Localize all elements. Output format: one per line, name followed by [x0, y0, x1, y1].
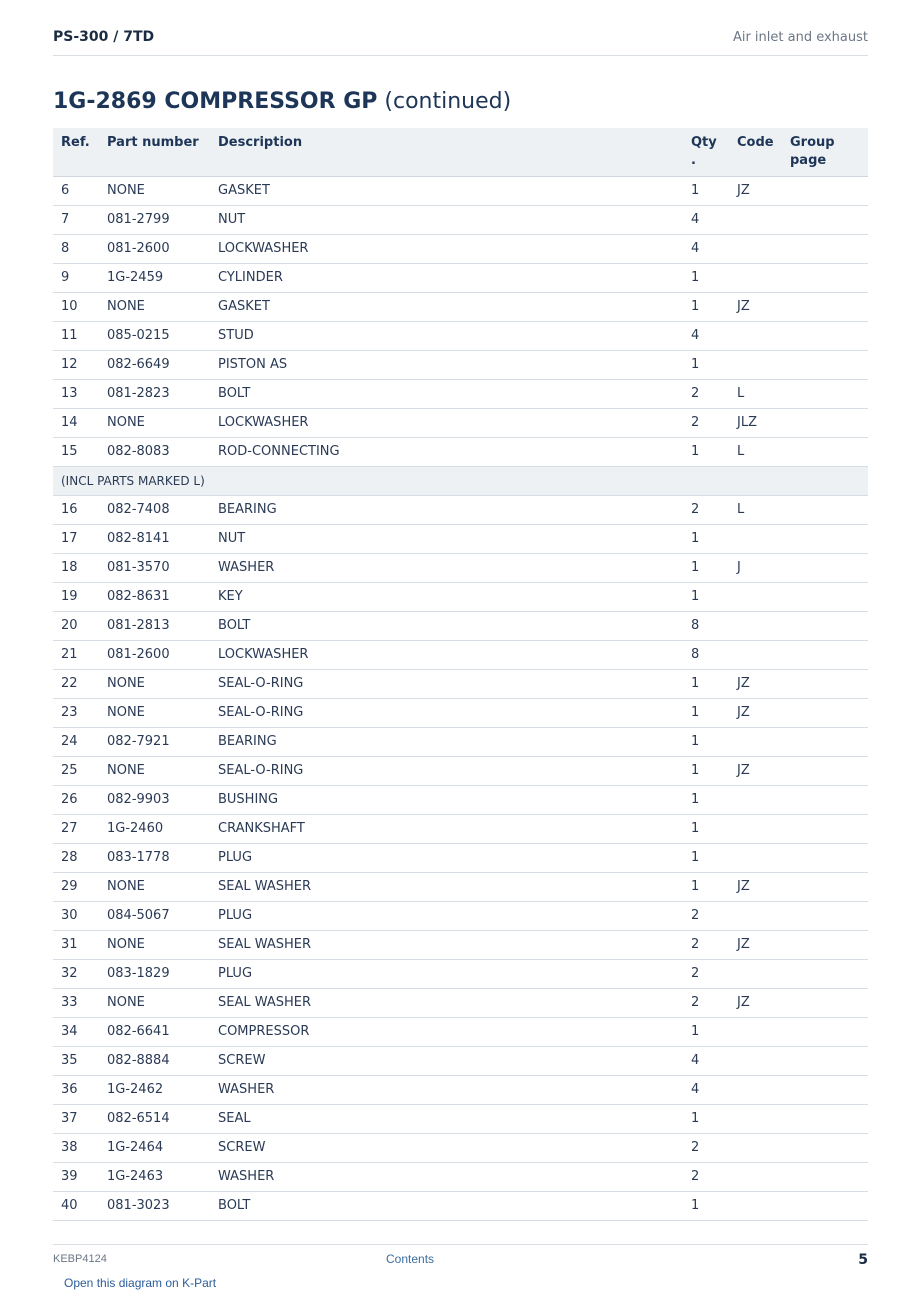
row-code	[729, 785, 782, 814]
row-code: L	[729, 437, 782, 466]
row-part-number: 082-8631	[99, 582, 210, 611]
row-qty: 1	[683, 524, 729, 553]
row-group-page	[782, 495, 868, 524]
row-qty: 4	[683, 234, 729, 263]
row-ref: 24	[53, 727, 99, 756]
row-code	[729, 843, 782, 872]
row-qty: 1	[683, 263, 729, 292]
row-part-number: 084-5067	[99, 901, 210, 930]
col-group-page	[782, 128, 868, 176]
row-ref: 13	[53, 379, 99, 408]
table-note: (INCL PARTS MARKED L)	[53, 466, 868, 495]
row-part-number: 082-6641	[99, 1017, 210, 1046]
row-group-page	[782, 1104, 868, 1133]
row-qty: 1	[683, 553, 729, 582]
row-description: CRANKSHAFT	[210, 814, 683, 843]
row-qty: 2	[683, 988, 729, 1017]
row-qty: 1	[683, 814, 729, 843]
row-group-page	[782, 234, 868, 263]
row-part-number: 1G-2460	[99, 814, 210, 843]
row-group-page	[782, 727, 868, 756]
row-group-page	[782, 930, 868, 959]
col-part-number: Part number	[99, 128, 210, 176]
row-code	[729, 1104, 782, 1133]
table-row	[53, 1046, 868, 1075]
row-ref: 30	[53, 901, 99, 930]
row-ref: 8	[53, 234, 99, 263]
row-qty: 1	[683, 698, 729, 727]
row-description: BEARING	[210, 495, 683, 524]
row-code: JZ	[729, 698, 782, 727]
row-part-number: 082-7921	[99, 727, 210, 756]
row-qty: 1	[683, 582, 729, 611]
table-row	[53, 408, 868, 437]
table-row	[53, 669, 868, 698]
parts-table	[53, 128, 868, 1221]
table-row	[53, 437, 868, 466]
table-row	[53, 1075, 868, 1104]
footer-divider	[53, 1244, 868, 1245]
row-qty: 1	[683, 872, 729, 901]
open-diagram-link[interactable]: Open this diagram on K-Part	[64, 1276, 217, 1290]
row-description: COMPRESSOR	[210, 1017, 683, 1046]
row-ref: 35	[53, 1046, 99, 1075]
row-part-number: 082-9903	[99, 785, 210, 814]
row-part-number: 082-8884	[99, 1046, 210, 1075]
row-qty: 2	[683, 408, 729, 437]
row-group-page	[782, 350, 868, 379]
row-description: LOCKWASHER	[210, 408, 683, 437]
row-qty: 4	[683, 321, 729, 350]
row-group-page	[782, 437, 868, 466]
table-row	[53, 872, 868, 901]
table-row	[53, 1162, 868, 1191]
row-code	[729, 263, 782, 292]
row-part-number: NONE	[99, 292, 210, 321]
row-part-number: 082-6649	[99, 350, 210, 379]
row-part-number: NONE	[99, 872, 210, 901]
row-code: JLZ	[729, 408, 782, 437]
row-code	[729, 1162, 782, 1191]
row-qty: 2	[683, 379, 729, 408]
row-qty: 4	[683, 1046, 729, 1075]
row-code	[729, 727, 782, 756]
row-code	[729, 1133, 782, 1162]
row-group-page	[782, 1017, 868, 1046]
model-breadcrumb: PS-300 / 7TD	[53, 29, 155, 45]
row-description: CYLINDER	[210, 263, 683, 292]
row-group-page	[782, 756, 868, 785]
table-row	[53, 901, 868, 930]
row-ref: 36	[53, 1075, 99, 1104]
row-part-number: NONE	[99, 930, 210, 959]
row-ref: 25	[53, 756, 99, 785]
table-row	[53, 1191, 868, 1220]
row-ref: 23	[53, 698, 99, 727]
table-row	[53, 640, 868, 669]
row-part-number: 081-3570	[99, 553, 210, 582]
row-description: WASHER	[210, 1075, 683, 1104]
col-code: Code	[729, 128, 782, 176]
row-group-page	[782, 1075, 868, 1104]
row-ref: 21	[53, 640, 99, 669]
row-group-page	[782, 640, 868, 669]
table-row	[53, 1133, 868, 1162]
row-group-page	[782, 263, 868, 292]
row-ref: 29	[53, 872, 99, 901]
row-part-number: 083-1778	[99, 843, 210, 872]
row-ref: 10	[53, 292, 99, 321]
row-group-page	[782, 611, 868, 640]
row-qty: 1	[683, 1104, 729, 1133]
row-part-number: 081-2813	[99, 611, 210, 640]
row-ref: 12	[53, 350, 99, 379]
row-group-page	[782, 698, 868, 727]
row-qty: 1	[683, 1017, 729, 1046]
col-qty	[683, 128, 729, 176]
row-ref: 17	[53, 524, 99, 553]
row-code	[729, 524, 782, 553]
row-description: ROD-CONNECTING	[210, 437, 683, 466]
row-description: BOLT	[210, 611, 683, 640]
row-description: PLUG	[210, 843, 683, 872]
table-row	[53, 1104, 868, 1133]
table-row	[53, 930, 868, 959]
row-part-number: 082-6514	[99, 1104, 210, 1133]
row-ref: 22	[53, 669, 99, 698]
row-description: NUT	[210, 205, 683, 234]
row-code: JZ	[729, 872, 782, 901]
table-row	[53, 350, 868, 379]
table-row	[53, 234, 868, 263]
row-part-number: 081-2823	[99, 379, 210, 408]
table-row	[53, 988, 868, 1017]
row-ref: 9	[53, 263, 99, 292]
row-ref: 7	[53, 205, 99, 234]
row-part-number: NONE	[99, 669, 210, 698]
page-number: 5	[858, 1252, 868, 1268]
row-part-number: NONE	[99, 988, 210, 1017]
row-ref: 37	[53, 1104, 99, 1133]
table-row	[53, 205, 868, 234]
row-code: JZ	[729, 988, 782, 1017]
row-qty: 1	[683, 756, 729, 785]
row-description: BOLT	[210, 1191, 683, 1220]
row-part-number: 081-2600	[99, 640, 210, 669]
row-part-number: 1G-2464	[99, 1133, 210, 1162]
row-part-number: 082-8141	[99, 524, 210, 553]
row-part-number: 1G-2462	[99, 1075, 210, 1104]
table-note-row	[53, 466, 868, 495]
row-group-page	[782, 1162, 868, 1191]
row-part-number: 082-7408	[99, 495, 210, 524]
col-ref: Ref.	[53, 128, 99, 176]
group-title: 1G-2869 COMPRESSOR GP	[53, 89, 378, 114]
row-code: JZ	[729, 756, 782, 785]
row-qty: 2	[683, 1133, 729, 1162]
row-qty: 1	[683, 727, 729, 756]
row-code	[729, 814, 782, 843]
row-group-page	[782, 321, 868, 350]
row-qty: 8	[683, 640, 729, 669]
row-description: SEAL WASHER	[210, 988, 683, 1017]
table-row	[53, 379, 868, 408]
row-group-page	[782, 669, 868, 698]
page-title	[53, 89, 511, 114]
row-part-number: NONE	[99, 698, 210, 727]
row-group-page	[782, 785, 868, 814]
row-description: BUSHING	[210, 785, 683, 814]
page-header	[53, 29, 868, 56]
row-group-page	[782, 176, 868, 205]
table-row	[53, 321, 868, 350]
row-code	[729, 582, 782, 611]
row-qty: 1	[683, 669, 729, 698]
table-row	[53, 553, 868, 582]
row-group-page	[782, 553, 868, 582]
row-code	[729, 901, 782, 930]
row-part-number: 083-1829	[99, 959, 210, 988]
row-qty: 1	[683, 785, 729, 814]
row-description: PLUG	[210, 901, 683, 930]
row-description: SCREW	[210, 1133, 683, 1162]
col-description: Description	[210, 128, 683, 176]
row-ref: 38	[53, 1133, 99, 1162]
table-row	[53, 785, 868, 814]
row-description: BOLT	[210, 379, 683, 408]
table-row	[53, 263, 868, 292]
row-group-page	[782, 582, 868, 611]
row-part-number: 085-0215	[99, 321, 210, 350]
row-ref: 16	[53, 495, 99, 524]
row-code: JZ	[729, 292, 782, 321]
row-description: GASKET	[210, 176, 683, 205]
row-code: L	[729, 495, 782, 524]
row-description: STUD	[210, 321, 683, 350]
row-description: GASKET	[210, 292, 683, 321]
header-row	[53, 128, 868, 176]
table-row	[53, 843, 868, 872]
row-qty: 1	[683, 1191, 729, 1220]
row-qty: 2	[683, 959, 729, 988]
row-description: PISTON AS	[210, 350, 683, 379]
row-group-page	[782, 872, 868, 901]
row-description: KEY	[210, 582, 683, 611]
row-code	[729, 640, 782, 669]
row-code	[729, 350, 782, 379]
section-name: Air inlet and exhaust	[732, 30, 868, 45]
row-qty: 1	[683, 176, 729, 205]
row-qty: 1	[683, 350, 729, 379]
table-row	[53, 582, 868, 611]
table-row	[53, 814, 868, 843]
row-description: WASHER	[210, 1162, 683, 1191]
title-continued: (continued)	[377, 89, 512, 114]
row-part-number: 1G-2459	[99, 263, 210, 292]
row-ref: 31	[53, 930, 99, 959]
row-ref: 15	[53, 437, 99, 466]
row-part-number: 1G-2463	[99, 1162, 210, 1191]
row-qty: 8	[683, 611, 729, 640]
row-code	[729, 1075, 782, 1104]
row-code	[729, 205, 782, 234]
col-group-line1: Group	[790, 135, 835, 150]
row-description: LOCKWASHER	[210, 234, 683, 263]
row-group-page	[782, 1191, 868, 1220]
row-ref: 34	[53, 1017, 99, 1046]
row-qty: 1	[683, 292, 729, 321]
row-qty: 2	[683, 1162, 729, 1191]
table-row	[53, 292, 868, 321]
row-ref: 39	[53, 1162, 99, 1191]
col-group-line2: page	[790, 153, 827, 168]
row-ref: 20	[53, 611, 99, 640]
table-row	[53, 611, 868, 640]
row-group-page	[782, 843, 868, 872]
row-part-number: 081-2600	[99, 234, 210, 263]
row-ref: 26	[53, 785, 99, 814]
row-ref: 33	[53, 988, 99, 1017]
row-description: PLUG	[210, 959, 683, 988]
table-row	[53, 495, 868, 524]
row-code: L	[729, 379, 782, 408]
document-id: KEBP4124	[53, 1253, 107, 1265]
row-ref: 32	[53, 959, 99, 988]
row-group-page	[782, 1133, 868, 1162]
table-body	[53, 176, 868, 1220]
row-qty: 4	[683, 1075, 729, 1104]
row-part-number: 081-3023	[99, 1191, 210, 1220]
row-group-page	[782, 901, 868, 930]
row-group-page	[782, 408, 868, 437]
row-description: SEAL WASHER	[210, 930, 683, 959]
row-part-number: NONE	[99, 756, 210, 785]
row-group-page	[782, 959, 868, 988]
row-qty: 1	[683, 843, 729, 872]
contents-link[interactable]: Contents	[386, 1252, 435, 1266]
row-code	[729, 1046, 782, 1075]
row-ref: 18	[53, 553, 99, 582]
row-description: SEAL WASHER	[210, 872, 683, 901]
row-qty: 4	[683, 205, 729, 234]
row-code: JZ	[729, 930, 782, 959]
table-row	[53, 524, 868, 553]
row-description: SEAL-O-RING	[210, 756, 683, 785]
row-ref: 11	[53, 321, 99, 350]
row-part-number: NONE	[99, 408, 210, 437]
table-row	[53, 1017, 868, 1046]
row-ref: 27	[53, 814, 99, 843]
row-group-page	[782, 379, 868, 408]
row-part-number: 081-2799	[99, 205, 210, 234]
table-header	[53, 128, 868, 176]
row-group-page	[782, 814, 868, 843]
row-ref: 19	[53, 582, 99, 611]
row-group-page	[782, 1046, 868, 1075]
row-description: BEARING	[210, 727, 683, 756]
row-code	[729, 611, 782, 640]
row-qty: 2	[683, 930, 729, 959]
table-row	[53, 756, 868, 785]
row-group-page	[782, 524, 868, 553]
row-code	[729, 959, 782, 988]
table-row	[53, 698, 868, 727]
row-code	[729, 321, 782, 350]
row-qty: 2	[683, 495, 729, 524]
row-part-number: 082-8083	[99, 437, 210, 466]
col-qty-line2: .	[691, 153, 696, 168]
row-description: SCREW	[210, 1046, 683, 1075]
row-description: NUT	[210, 524, 683, 553]
row-part-number: NONE	[99, 176, 210, 205]
row-ref: 6	[53, 176, 99, 205]
row-qty: 2	[683, 901, 729, 930]
table-row	[53, 176, 868, 205]
row-description: WASHER	[210, 553, 683, 582]
col-qty-line1: Qty	[691, 135, 717, 150]
row-code: J	[729, 553, 782, 582]
row-code: JZ	[729, 669, 782, 698]
row-code	[729, 1191, 782, 1220]
row-ref: 14	[53, 408, 99, 437]
row-ref: 40	[53, 1191, 99, 1220]
table-row	[53, 727, 868, 756]
row-group-page	[782, 205, 868, 234]
row-group-page	[782, 988, 868, 1017]
row-ref: 28	[53, 843, 99, 872]
row-description: SEAL	[210, 1104, 683, 1133]
row-code	[729, 1017, 782, 1046]
row-description: SEAL-O-RING	[210, 669, 683, 698]
row-code: JZ	[729, 176, 782, 205]
row-group-page	[782, 292, 868, 321]
row-description: LOCKWASHER	[210, 640, 683, 669]
table-row	[53, 959, 868, 988]
row-qty: 1	[683, 437, 729, 466]
row-code	[729, 234, 782, 263]
row-description: SEAL-O-RING	[210, 698, 683, 727]
